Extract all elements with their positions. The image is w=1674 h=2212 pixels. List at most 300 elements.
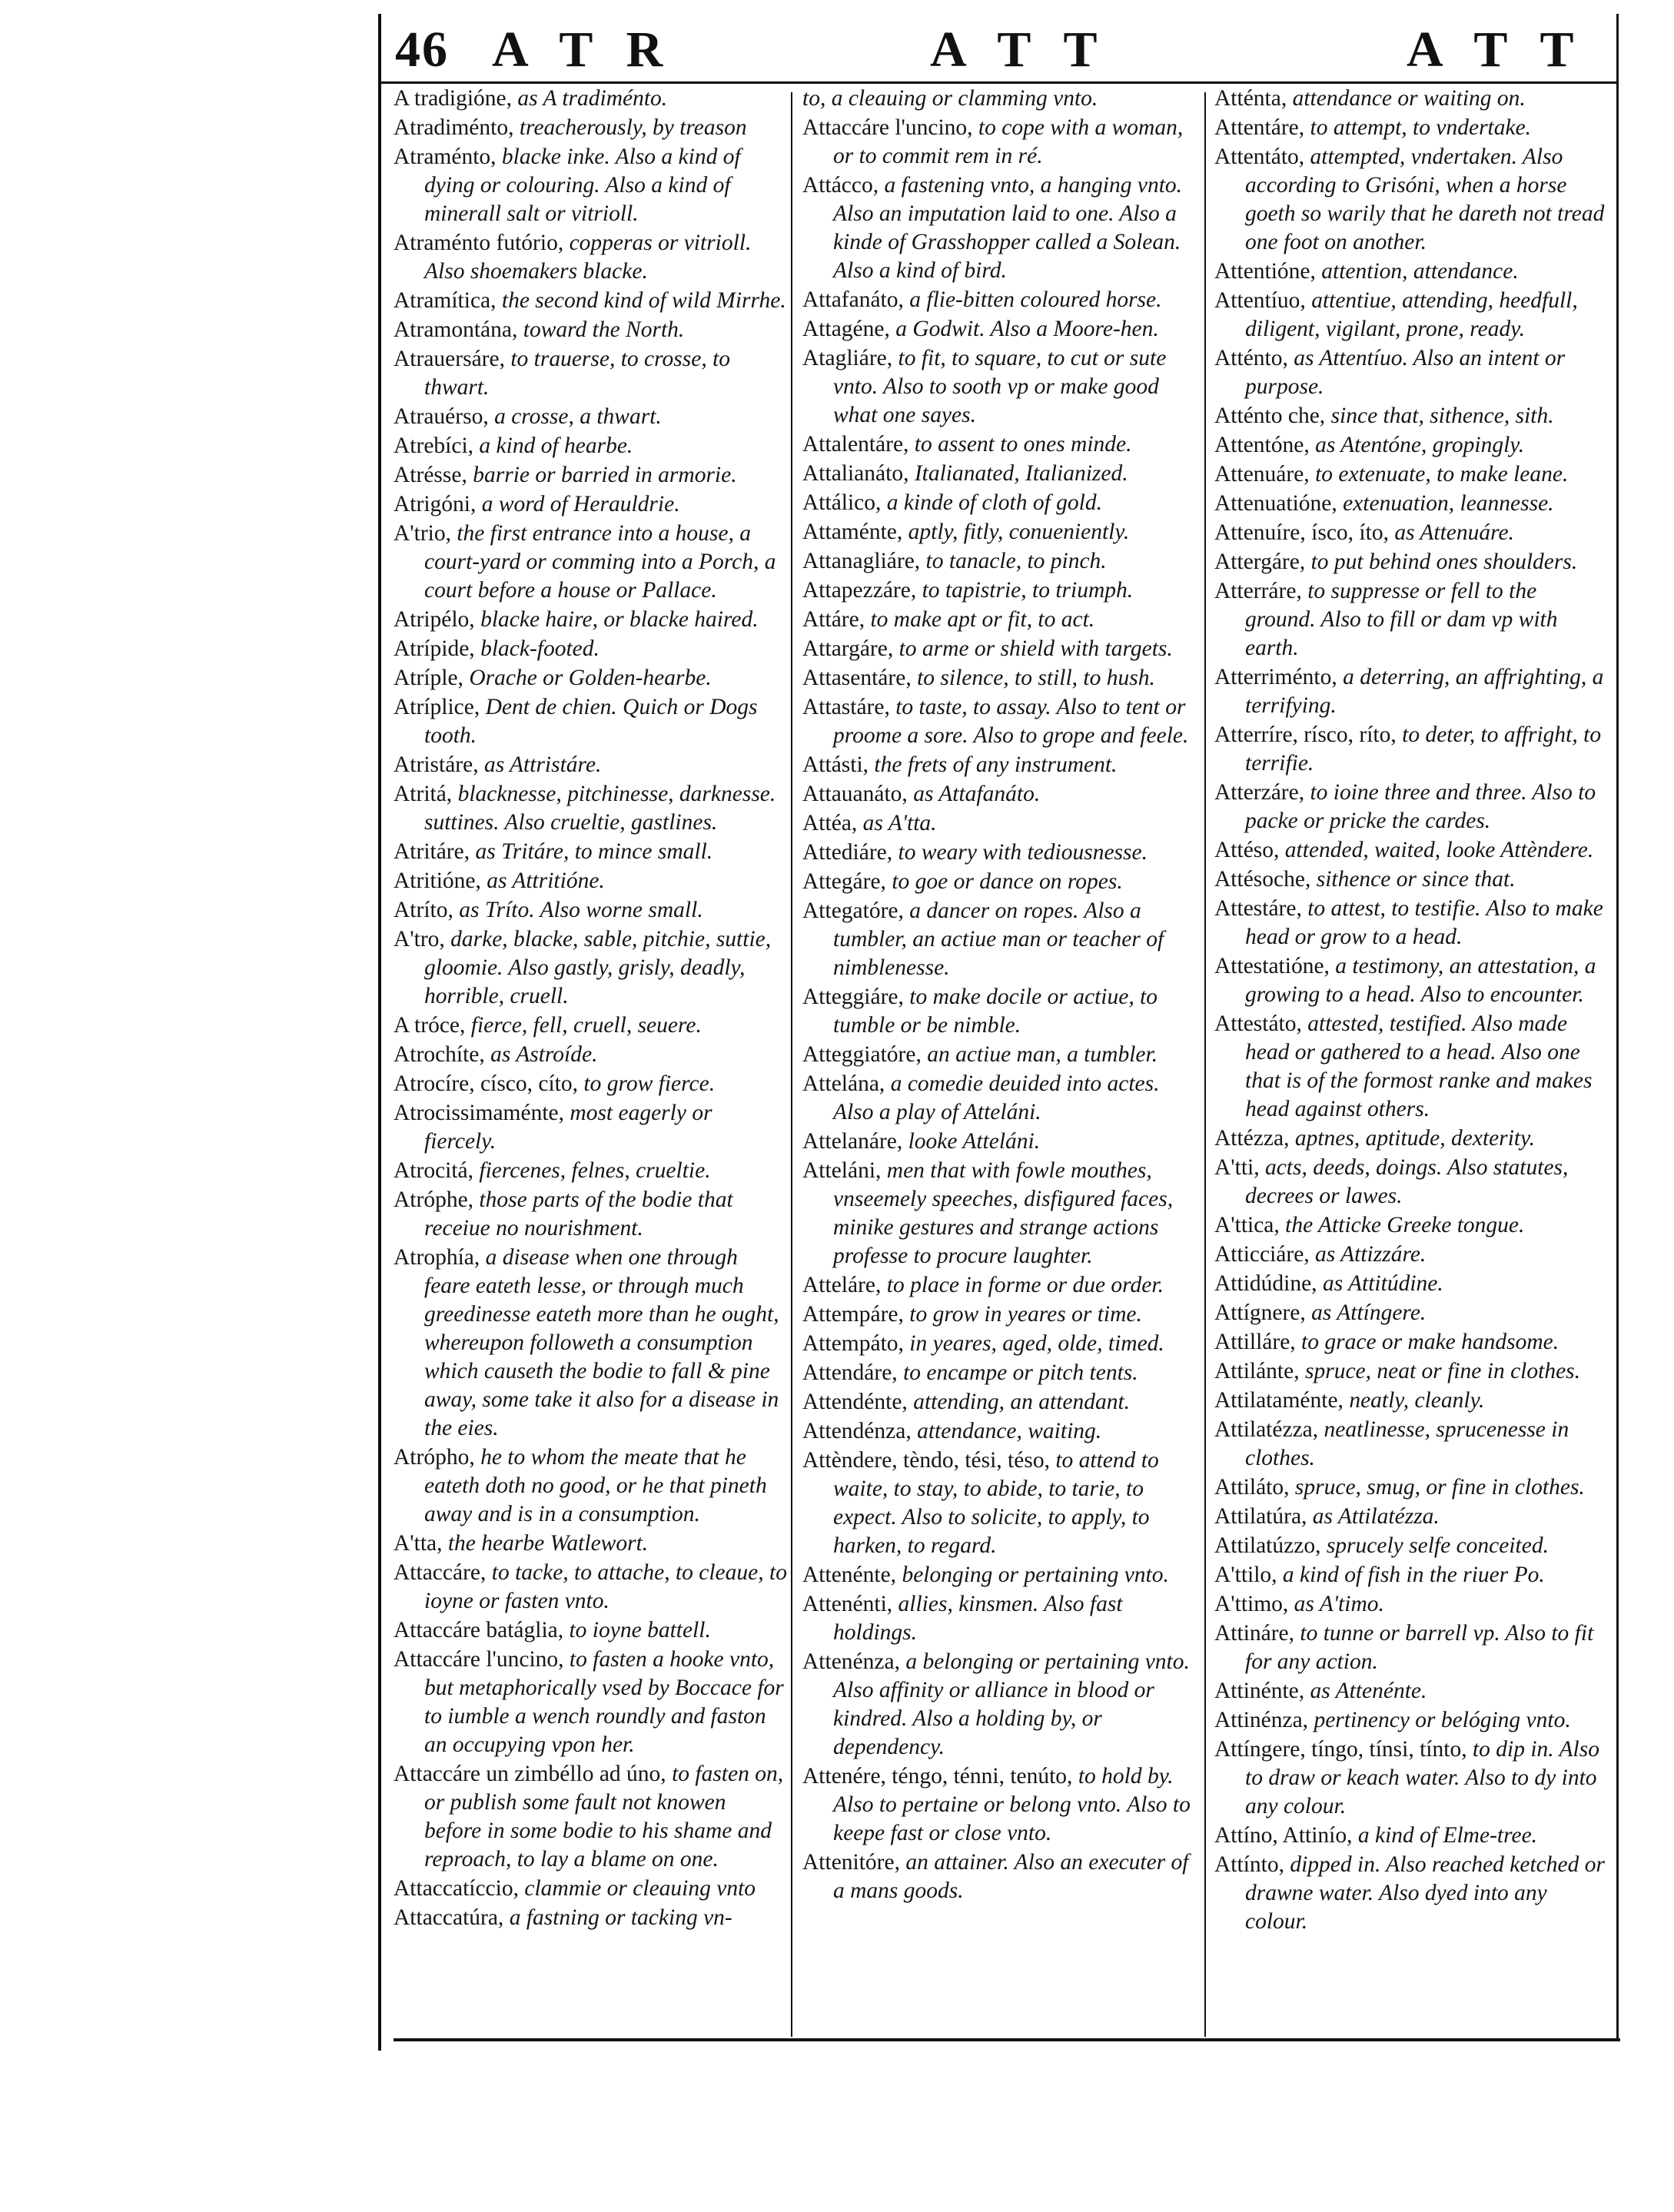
- entry-definition: barrie or barried in armorie.: [473, 463, 737, 487]
- entry-headword: Attestatióne,: [1214, 954, 1330, 978]
- entry-definition: acts, deeds, doings. Also statutes, decrees or lawes.: [1245, 1155, 1569, 1208]
- dictionary-entry: [1214, 1241, 1613, 1269]
- dictionary-entry: [802, 460, 1199, 488]
- entry-definition: to dip in. Also to draw or keach water. Also to dy into any colour.: [1245, 1737, 1599, 1818]
- entry-headword: Attenénza,: [802, 1649, 900, 1674]
- dictionary-entry: [802, 286, 1199, 314]
- dictionary-entry: [394, 345, 787, 402]
- dictionary-entry: [802, 693, 1199, 750]
- entry-definition: a flie-bitten coloured horse.: [909, 287, 1162, 312]
- entry-definition: a disease when one through feare eateth lesse, or through much greedinesse eateth more than he ought, whereupon followeth a consumption which causeth the bodie to fall & pine away, some take it also for a disease in the eies.: [424, 1245, 779, 1440]
- entry-definition: to tapistrie, to triumph.: [922, 578, 1134, 603]
- dictionary-entry: [394, 751, 787, 779]
- dictionary-entry: [1214, 1416, 1613, 1473]
- dictionary-entry: [394, 114, 787, 142]
- dictionary-entry: [1214, 1619, 1613, 1676]
- dictionary-entry: [802, 1561, 1199, 1589]
- entry-definition: as Attizzáre.: [1315, 1242, 1427, 1267]
- dictionary-entry: [394, 1070, 787, 1098]
- entry-headword: Attaccatúra,: [394, 1905, 504, 1930]
- dictionary-entry: [394, 316, 787, 344]
- dictionary-entry: [802, 897, 1199, 982]
- entry-headword: Atténto che,: [1214, 404, 1326, 428]
- entry-definition: to suppresse or fell to the ground. Also to fill or dam vp with earth.: [1245, 579, 1558, 660]
- dictionary-entry: [802, 1446, 1199, 1560]
- entry-definition: to attest, to testifie. Also to make head or grow to a head.: [1245, 896, 1603, 949]
- entry-definition: the second kind of wild Mirrhe.: [501, 288, 786, 313]
- dictionary-entry: [1214, 865, 1613, 894]
- entry-headword: Atrópho,: [394, 1445, 475, 1470]
- entry-definition: extenuation, leannesse.: [1343, 491, 1554, 516]
- entry-headword: Atrebíci,: [394, 433, 474, 458]
- entry-definition: as Attenuáre.: [1394, 520, 1515, 545]
- dictionary-entry: [394, 229, 787, 286]
- entry-definition: to fasten on, or publish some fault not knowen before in some bodie to his shame and reproach, to lay a blame on one.: [424, 1762, 784, 1872]
- dictionary-entry: [1214, 1357, 1613, 1386]
- entry-headword: Atterzáre,: [1214, 780, 1305, 805]
- entry-headword: Attaccáre batáglia,: [394, 1618, 564, 1642]
- entry-definition: to make docile or actiue, to tumble or be nimble.: [833, 985, 1158, 1038]
- dictionary-entry: [802, 1590, 1199, 1647]
- entry-headword: Atteggiáre,: [802, 985, 904, 1009]
- column-left: [394, 85, 787, 1933]
- entry-definition: the hearbe Watlewort.: [447, 1531, 649, 1556]
- entry-definition: to grow fierce.: [583, 1071, 716, 1096]
- dictionary-entry: [1214, 1211, 1613, 1240]
- entry-definition: to cope with a woman, or to commit rem in ré.: [833, 115, 1184, 168]
- dictionary-entry: [394, 1244, 787, 1443]
- entry-definition: attendance or waiting on.: [1292, 86, 1526, 111]
- bottom-rule: [394, 2038, 1620, 2041]
- entry-definition: to ioyne battell.: [569, 1618, 711, 1642]
- dictionary-entry: [802, 1648, 1199, 1762]
- entry-headword: Attelána,: [802, 1071, 885, 1096]
- entry-headword: Atristáre,: [394, 752, 479, 777]
- entry-headword: Atterríre, rísco, ríto,: [1214, 722, 1397, 747]
- entry-headword: Attiláto,: [1214, 1475, 1290, 1500]
- entry-headword: Atraménto futório,: [394, 231, 564, 255]
- dictionary-entry: [1214, 1590, 1613, 1619]
- dictionary-entry: [394, 838, 787, 866]
- entry-headword: A'tro,: [394, 927, 445, 952]
- dictionary-entry: [394, 1760, 787, 1874]
- dictionary-entry: [802, 1330, 1199, 1358]
- entry-definition: a deterring, an affrighting, a terrifying.: [1245, 665, 1604, 718]
- entry-headword: Attapezzáre,: [802, 578, 917, 603]
- entry-headword: Attargáre,: [802, 636, 894, 661]
- entry-headword: Attaccáre,: [394, 1560, 487, 1585]
- entry-headword: Atritá,: [394, 782, 453, 806]
- dictionary-entry: [802, 1762, 1199, 1848]
- entry-headword: Attígnere,: [1214, 1300, 1306, 1325]
- entry-definition: Orache or Golden-hearbe.: [469, 666, 712, 690]
- entry-headword: Atradiménto,: [394, 115, 514, 140]
- entry-definition: to ioine three and three. Also to packe or pricke the cardes.: [1245, 780, 1596, 833]
- entry-definition: as Attenénte.: [1310, 1679, 1427, 1703]
- entry-definition: darke, blacke, sable, pitchie, suttie, gloomie. Also gastly, grisly, deadly, horrible, cruell.: [424, 927, 772, 1008]
- entry-headword: Attenuáre,: [1214, 462, 1310, 487]
- entry-headword: Attentíuo,: [1214, 288, 1306, 313]
- dictionary-entry: [802, 1300, 1199, 1329]
- entry-definition: as Attafanáto.: [913, 782, 1041, 806]
- dictionary-entry: [802, 809, 1199, 838]
- dictionary-entry: [802, 839, 1199, 867]
- entry-definition: clammie or cleauing vnto: [524, 1876, 756, 1901]
- entry-headword: A'ttica,: [1214, 1213, 1280, 1237]
- dictionary-entry: [802, 1041, 1199, 1069]
- entry-headword: Atraménto,: [394, 144, 497, 169]
- entry-definition: a Godwit. Also a Moore-hen.: [895, 317, 1159, 341]
- entry-definition: a fastening vnto, a hanging vnto. Also an imputation laid to one. Also a kinde of Grasshopper called a Solean. Also a kind of bird.: [833, 173, 1183, 283]
- dictionary-entry: [802, 1388, 1199, 1417]
- entry-definition: to fasten a hooke vnto, but metaphorically vsed by Boccace for to iumble a wench roundly and faston an occupying vpon her.: [424, 1647, 784, 1757]
- entry-headword: Attaccáre l'uncino,: [802, 115, 973, 140]
- entry-headword: Attásti,: [802, 752, 869, 777]
- entry-definition: looke Atteláni.: [908, 1129, 1041, 1154]
- entry-definition: as Atentóne, gropingly.: [1315, 433, 1525, 457]
- entry-headword: Attentióne,: [1214, 259, 1316, 284]
- dictionary-entry: [1214, 143, 1613, 257]
- entry-headword: Attilatúzzo,: [1214, 1533, 1321, 1558]
- entry-definition: copperas or vitrioll. Also shoemakers blacke.: [424, 231, 752, 284]
- center-running-head: A T T: [930, 22, 1108, 78]
- entry-headword: Attinénte,: [1214, 1679, 1305, 1703]
- entry-headword: Atrauérso,: [394, 404, 489, 429]
- dictionary-entry: [394, 490, 787, 519]
- entry-headword: Attafanáto,: [802, 287, 904, 312]
- entry-headword: Atríplice,: [394, 695, 480, 719]
- entry-definition: a belonging or pertaining vnto. Also affinity or alliance in blood or kindred. Also a holding by, or dependency.: [833, 1649, 1190, 1759]
- dictionary-entry: [1214, 1561, 1613, 1589]
- entry-headword: Atrauersáre,: [394, 347, 505, 371]
- entry-headword: A'trio,: [394, 521, 451, 546]
- entry-headword: Atterriménto,: [1214, 665, 1337, 689]
- dictionary-entry: [802, 85, 1199, 113]
- dictionary-entry: [802, 983, 1199, 1040]
- entry-headword: Atteggiatóre,: [802, 1042, 922, 1067]
- entry-definition: attended, waited, looke Attèndere.: [1284, 838, 1594, 862]
- entry-definition: as A'tta.: [862, 811, 937, 835]
- dictionary-entry: [1214, 895, 1613, 952]
- entry-definition: aptly, fitly, conueniently.: [908, 520, 1130, 544]
- entry-headword: Attegáre,: [802, 869, 886, 894]
- entry-headword: Atteláni,: [802, 1158, 882, 1183]
- entry-definition: in yeares, aged, olde, timed.: [909, 1331, 1164, 1356]
- entry-definition: to extenuate, to make leane.: [1315, 462, 1569, 487]
- dictionary-entry: [1214, 1473, 1613, 1502]
- dictionary-entry: [1214, 1270, 1613, 1298]
- entry-definition: an attainer. Also an executer of a mans goods.: [833, 1850, 1189, 1903]
- entry-headword: A'ttilo,: [1214, 1563, 1277, 1587]
- dictionary-entry: [802, 1271, 1199, 1300]
- entry-definition: to, a cleauing or clamming vnto.: [802, 86, 1098, 111]
- entry-headword: Attestáre,: [1214, 896, 1302, 921]
- dictionary-entry: [394, 1041, 787, 1069]
- entry-headword: Attaccáre un zimbéllo ad úno,: [394, 1762, 666, 1786]
- entry-definition: dipped in. Also reached ketched or drawne water. Also dyed into any colour.: [1245, 1852, 1605, 1934]
- entry-headword: Atrípide,: [394, 636, 475, 661]
- entry-headword: Attilánte,: [1214, 1359, 1300, 1383]
- entry-headword: Attentóne,: [1214, 433, 1310, 457]
- entry-headword: Attenénte,: [802, 1563, 897, 1587]
- dictionary-entry: [394, 143, 787, 228]
- entry-headword: Atténto,: [1214, 346, 1288, 370]
- dictionary-entry: [1214, 577, 1613, 663]
- entry-definition: a kind of hearbe.: [479, 433, 633, 458]
- dictionary-entry: [802, 576, 1199, 605]
- dictionary-entry: [1214, 1328, 1613, 1357]
- dictionary-entry: [394, 635, 787, 663]
- dictionary-entry: [394, 403, 787, 431]
- entry-headword: Attegatóre,: [802, 898, 904, 923]
- dictionary-entry: [394, 1157, 787, 1185]
- dictionary-entry: [394, 287, 787, 315]
- entry-headword: Attenénti,: [802, 1592, 893, 1616]
- entry-definition: aptnes, aptitude, dexterity.: [1294, 1126, 1535, 1151]
- dictionary-entry: [802, 868, 1199, 896]
- entry-headword: Attalianáto,: [802, 461, 909, 486]
- entry-headword: Attácco,: [802, 173, 879, 198]
- entry-headword: Attèndere, tèndo, tési, téso,: [802, 1448, 1050, 1473]
- entry-headword: Attinénza,: [1214, 1708, 1309, 1732]
- dictionary-entry: [1214, 779, 1613, 835]
- dictionary-entry: [1214, 1706, 1613, 1735]
- entry-headword: Attendáre,: [802, 1360, 898, 1385]
- entry-headword: Atramontána,: [394, 317, 518, 342]
- entry-definition: a crosse, a thwart.: [494, 404, 662, 429]
- entry-headword: Atteláre,: [802, 1273, 882, 1297]
- entry-definition: as Attritióne.: [487, 869, 605, 893]
- dictionary-entry: [1214, 1851, 1613, 1936]
- entry-headword: Attempáto,: [802, 1331, 904, 1356]
- dictionary-entry: [802, 635, 1199, 663]
- entry-definition: as Attíngere.: [1311, 1300, 1427, 1325]
- entry-definition: spruce, smug, or fine in clothes.: [1294, 1475, 1585, 1500]
- entry-definition: the frets of any instrument.: [874, 752, 1118, 777]
- entry-headword: Attenére, téngo, ténni, tenúto,: [802, 1764, 1073, 1789]
- entry-headword: Attenitóre,: [802, 1850, 900, 1875]
- entry-definition: as A tradiménto.: [517, 86, 668, 111]
- dictionary-entry: [394, 1099, 787, 1156]
- entry-definition: belonging or pertaining vnto.: [902, 1563, 1169, 1587]
- entry-headword: Attíno, Attinío,: [1214, 1823, 1353, 1848]
- entry-headword: Attentáto,: [1214, 144, 1305, 169]
- dictionary-entry: [802, 1128, 1199, 1156]
- entry-definition: to assent to ones minde.: [914, 432, 1132, 457]
- entry-definition: neatlinesse, sprucenesse in clothes.: [1245, 1417, 1569, 1470]
- entry-definition: Italianated, Italianized.: [914, 461, 1128, 486]
- entry-definition: as Attentíuo. Also an intent or purpose.: [1245, 346, 1566, 399]
- dictionary-entry: [394, 1186, 787, 1243]
- dictionary-entry: [394, 1011, 787, 1040]
- entry-headword: Atagliáre,: [802, 346, 893, 370]
- dictionary-entry: [1214, 1503, 1613, 1531]
- entry-definition: to fit, to square, to cut or sute vnto. Also to sooth vp or make good what one sayes.: [833, 346, 1167, 427]
- dictionary-entry: [802, 344, 1199, 430]
- entry-headword: Attendénte,: [802, 1390, 908, 1414]
- entry-definition: a comedie deuided into actes. Also a play of Atteláni.: [833, 1071, 1160, 1124]
- dictionary-entry: [1214, 287, 1613, 344]
- entry-headword: A tróce,: [394, 1013, 466, 1038]
- dictionary-entry: [1214, 344, 1613, 401]
- entry-definition: to deter, to affright, to terrifie.: [1245, 722, 1602, 776]
- dictionary-entry: [1214, 952, 1613, 1009]
- entry-headword: Attasentáre,: [802, 666, 912, 690]
- entry-headword: Attelanáre,: [802, 1129, 903, 1154]
- dictionary-entry: [1214, 519, 1613, 547]
- dictionary-entry: [394, 925, 787, 1011]
- dictionary-entry: [1214, 85, 1613, 113]
- entry-definition: to attend to waite, to stay, to abide, to tarie, to expect. Also to solicite, to apply, to harken, to regard.: [833, 1448, 1159, 1558]
- dictionary-entry: [1214, 1822, 1613, 1850]
- entry-headword: Atróphe,: [394, 1187, 474, 1212]
- entry-definition: a fastning or tacking vn-: [509, 1905, 732, 1930]
- dictionary-entry: [802, 315, 1199, 344]
- dictionary-entry: [802, 1070, 1199, 1127]
- dictionary-entry: [1214, 1154, 1613, 1211]
- entry-definition: to silence, to still, to hush.: [917, 666, 1155, 690]
- entry-headword: Attálico,: [802, 490, 882, 515]
- dictionary-entry: [394, 1616, 787, 1645]
- dictionary-entry: [394, 867, 787, 895]
- dictionary-entry: [1214, 1299, 1613, 1327]
- dictionary-entry: [394, 520, 787, 605]
- entry-definition: he to whom the meate that he eateth doth no good, or he that pineth away and is in a consumption.: [424, 1445, 767, 1526]
- entry-headword: Attediáre,: [802, 840, 893, 865]
- entry-definition: a word of Herauldrie.: [481, 492, 680, 516]
- dictionary-entry: [394, 1904, 787, 1932]
- entry-definition: fierce, fell, cruell, seuere.: [470, 1013, 702, 1038]
- dictionary-entry: [394, 1559, 787, 1616]
- entry-headword: Atripélo,: [394, 607, 475, 632]
- entry-headword: Attauanáto,: [802, 782, 908, 806]
- entry-headword: A tradigióne,: [394, 86, 513, 111]
- column-center: [802, 85, 1199, 1906]
- entry-definition: as Attristáre.: [483, 752, 602, 777]
- entry-headword: Atrophía,: [394, 1245, 480, 1270]
- left-frame-rule: [378, 14, 381, 2051]
- entry-definition: spruce, neat or fine in clothes.: [1304, 1359, 1581, 1383]
- dictionary-entry: [1214, 1124, 1613, 1153]
- entry-headword: Attendénza,: [802, 1419, 912, 1443]
- dictionary-entry: [1214, 460, 1613, 489]
- entry-headword: Atrigóni,: [394, 492, 477, 516]
- right-running-head: A T T: [1407, 22, 1585, 78]
- entry-headword: Attéso,: [1214, 838, 1280, 862]
- dictionary-entry: [802, 606, 1199, 634]
- entry-headword: Atterráre,: [1214, 579, 1302, 603]
- entry-definition: blacke inke. Also a kind of dying or colouring. Also a kind of minerall salt or vitrioll.: [424, 144, 741, 226]
- entry-definition: toward the North.: [523, 317, 685, 342]
- dictionary-entry: [802, 430, 1199, 459]
- entry-headword: Attagéne,: [802, 317, 890, 341]
- left-running-head: A T R: [492, 22, 674, 78]
- entry-definition: treacherously, by treason: [519, 115, 747, 140]
- entry-definition: fiercenes, felnes, crueltie.: [479, 1158, 711, 1183]
- entry-headword: Atrocitá,: [394, 1158, 474, 1183]
- entry-definition: those parts of the bodie that receiue no nourishment.: [424, 1187, 733, 1241]
- dictionary-entry: [394, 606, 787, 634]
- entry-headword: Atrocíre, císco, cíto,: [394, 1071, 579, 1096]
- page-number: 46: [395, 22, 449, 78]
- entry-headword: Attéa,: [802, 811, 858, 835]
- entry-definition: the first entrance into a house, a court-yard or comming into a Porch, a court before a house or Pallace.: [424, 521, 776, 603]
- dictionary-entry: [802, 1359, 1199, 1387]
- entry-definition: neatly, cleanly.: [1349, 1388, 1485, 1413]
- column-right: [1214, 85, 1613, 1937]
- entry-headword: Atritióne,: [394, 869, 481, 893]
- dictionary-entry: [1214, 114, 1613, 142]
- dictionary-entry: [394, 664, 787, 692]
- entry-definition: men that with fowle mouthes, vnseemely speeches, disfigured faces, minike gestures and strange actions professe to procure laughter.: [833, 1158, 1174, 1268]
- entry-headword: A'tti,: [1214, 1155, 1260, 1180]
- entry-definition: most eagerly or fiercely.: [424, 1101, 712, 1154]
- entry-headword: Attaménte,: [802, 520, 903, 544]
- dictionary-entry: [1214, 431, 1613, 460]
- entry-headword: Attáre,: [802, 607, 865, 632]
- entry-headword: Attilataménte,: [1214, 1388, 1344, 1413]
- entry-definition: to weary with tediousnesse.: [898, 840, 1148, 865]
- entry-headword: Atríple,: [394, 666, 463, 690]
- entry-definition: as Tríto. Also worne small.: [459, 898, 703, 922]
- dictionary-entry: [1214, 1735, 1613, 1821]
- entry-headword: Attilláre,: [1214, 1330, 1296, 1354]
- entry-definition: a kind of Elme-tree.: [1357, 1823, 1538, 1848]
- entry-headword: Attentáre,: [1214, 115, 1305, 140]
- dictionary-entry: [802, 518, 1199, 546]
- entry-definition: to tanacle, to pinch.: [925, 549, 1107, 573]
- dictionary-entry: [394, 1529, 787, 1558]
- entry-definition: attentiue, attending, heedfull, diligent, vigilant, prone, ready.: [1245, 288, 1578, 341]
- entry-definition: to attempt, to vndertake.: [1310, 115, 1532, 140]
- entry-headword: Attanagliáre,: [802, 549, 921, 573]
- dictionary-entry: [1214, 257, 1613, 286]
- entry-definition: sprucely selfe conceited.: [1326, 1533, 1549, 1558]
- entry-definition: to encampe or pitch tents.: [903, 1360, 1138, 1385]
- dictionary-entry: [394, 896, 787, 925]
- entry-definition: attendance, waiting.: [917, 1419, 1102, 1443]
- entry-definition: to tunne or barrell vp. Also to fit for any action.: [1245, 1621, 1594, 1674]
- dictionary-entry: [1214, 548, 1613, 576]
- entry-definition: to trauerse, to crosse, to thwart.: [424, 347, 731, 400]
- entry-headword: Atrésse,: [394, 463, 467, 487]
- entry-definition: to arme or shield with targets.: [898, 636, 1173, 661]
- entry-definition: to taste, to assay. Also to tent or proome a sore. Also to grope and feele.: [833, 695, 1189, 748]
- entry-definition: pertinency or belóging vnto.: [1314, 1708, 1571, 1732]
- entry-definition: to grow in yeares or time.: [909, 1302, 1142, 1327]
- entry-definition: allies, kinsmen. Also fast holdings.: [833, 1592, 1123, 1645]
- entry-definition: the Atticke Greeke tongue.: [1285, 1213, 1525, 1237]
- dictionary-entry: [802, 664, 1199, 692]
- entry-headword: Attenuíre, ísco, íto,: [1214, 520, 1389, 545]
- entry-headword: Attaccáre l'uncino,: [394, 1647, 564, 1672]
- dictionary-entry: [802, 1848, 1199, 1905]
- dictionary-entry: [802, 171, 1199, 285]
- entry-definition: blacknesse, pitchinesse, darknesse. suttines. Also crueltie, gastlines.: [424, 782, 776, 835]
- entry-headword: Attíngere, tíngo, tínsi, tínto,: [1214, 1737, 1467, 1762]
- entry-headword: Attalentáre,: [802, 432, 909, 457]
- dictionary-entry: [394, 432, 787, 460]
- entry-definition: attending, an attendant.: [913, 1390, 1131, 1414]
- dictionary-entry: [802, 1417, 1199, 1446]
- column-divider-2: [1204, 92, 1206, 2037]
- entry-headword: Attilatézza,: [1214, 1417, 1319, 1442]
- entry-definition: as Astroíde.: [490, 1042, 598, 1067]
- entry-headword: Atrocissimaménte,: [394, 1101, 565, 1125]
- dictionary-entry: [1214, 402, 1613, 430]
- entry-headword: Atritáre,: [394, 839, 470, 864]
- dictionary-entry: [1214, 1532, 1613, 1560]
